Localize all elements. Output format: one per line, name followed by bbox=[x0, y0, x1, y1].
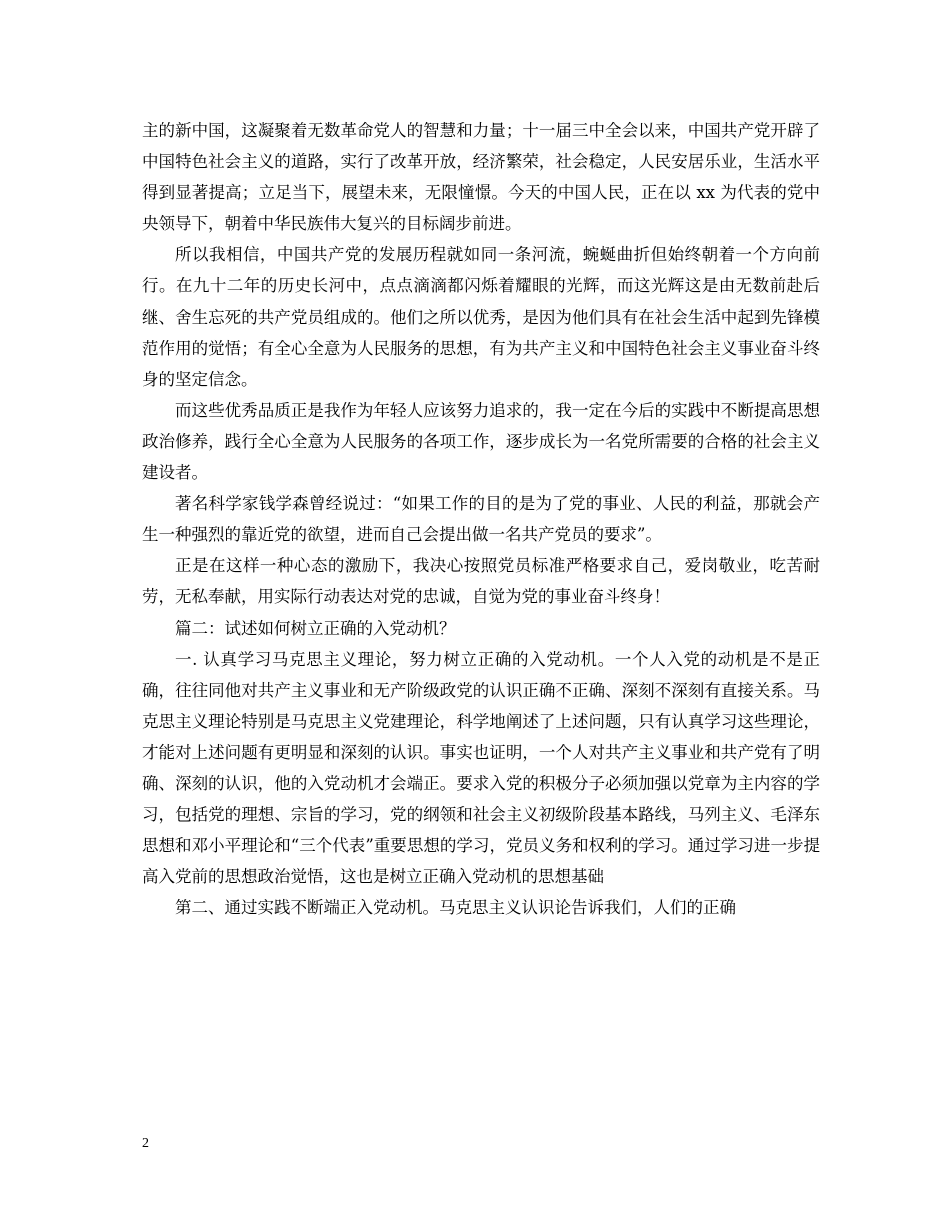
paragraph: 而这些优秀品质正是我作为年轻人应该努力追求的，我一定在今后的实践中不断提高思想政治修养，践行全心全意为人民服务的各项工作，逐步成长为一名党所需要的合格的社会主义建设者。 bbox=[142, 400, 820, 483]
paragraph: 第二、通过实践不断端正入党动机。马克思主义认识论告诉我们，人们的正确 bbox=[175, 898, 736, 918]
section-heading: 篇二：试述如何树立正确的入党动机？ bbox=[175, 618, 456, 638]
paragraph: 正是在这样一种心态的激励下，我决心按照党员标准严格要求自己，爱岗敬业，吃苦耐劳，无私奉献，用实际行动表达对党的忠诚，自觉为党的事业奋斗终身！ bbox=[142, 556, 820, 607]
paragraph: 著名科学家钱学森曾经说过：“如果工作的目的是为了党的事业、人民的利益，那就会产生一种强烈的靠近党的欲望，进而自己会提出做一名共产党员的要求”。 bbox=[142, 494, 820, 545]
paragraph-continued: 主的新中国，这凝聚着无数革命党人的智慧和力量；十一届三中全会以来，中国共产党开辟了中国特色社会主义的道路，实行了改革开放，经济繁荣，社会稳定，人民安居乐业，生活水平得到显著提高；立足当下，展望未来，无限憧憬。今天的中国人民，正在以 xx 为代表的党中央领导下，朝着中华民族伟大复兴的目标阔步前进。 bbox=[142, 121, 820, 234]
paragraph: 一. 认真学习马克思主义理论，努力树立正确的入党动机。一个人入党的动机是不是正确，往往同他对共产主义事业和无产阶级政党的认识正确不正确、深刻不深刻有直接关系。马克思主义理论特别是马克思主义党建理论，科学地阐述了上述问题，只有认真学习这些理论，才能对上述问题有更明显和深刻的认识。事实也证明，一个人对共产主义事业和共产党有了明确、深刻的认识，他的入党动机才会端正。要求入党的积极分子必须加强以党章为主内容的学习，包括党的理想、宗旨的学习，党的纲领和社会主义初级阶段基本路线，马列主义、毛泽东思想和邓小平理论和“三个代表”重要思想的学习，党员义务和权利的学习。通过学习进一步提高入党前的思想政治觉悟，这也是树立正确入党动机的思想基础 bbox=[142, 649, 820, 887]
paragraph: 所以我相信，中国共产党的发展历程就如同一条河流，蜿蜒曲折但始终朝着一个方向前行。在九十二年的历史长河中，点点滴滴都闪烁着耀眼的光辉，而这光辉这是由无数前赴后继、舍生忘死的共产党员组成的。他们之所以优秀，是因为他们具有在社会生活中起到先锋模范作用的觉悟；有全心全意为人民服务的思想，有为共产主义和中国特色社会主义事业奋斗终身的坚定信念。 bbox=[142, 245, 820, 389]
body-text bbox=[142, 115, 820, 923]
page-number: 2 bbox=[142, 1136, 149, 1151]
